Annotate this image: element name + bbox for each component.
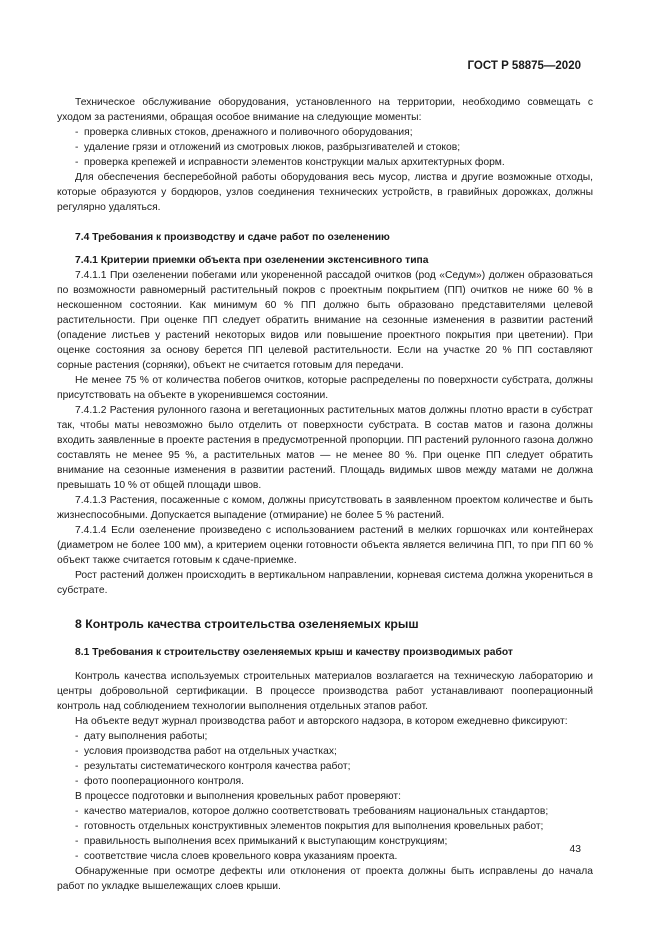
list-marker: - <box>75 851 79 862</box>
paragraph: Техническое обслуживание оборудования, установленного на территории, необходимо совмещать с уходом за растениями, обращая особое внимание на следующие моменты: <box>57 97 593 123</box>
list-item-text: проверка сливных стоков, дренажного и поливочного оборудования; <box>84 127 413 138</box>
list-item <box>57 155 593 170</box>
list-item <box>57 125 593 140</box>
section-7-4-heading: 7.4 Требования к производству и сдаче работ по озеленению <box>75 232 390 243</box>
paragraph: На объекте ведут журнал производства работ и авторского надзора, в котором ежедневно фиксируют: <box>75 716 568 727</box>
list-marker: - <box>75 806 79 817</box>
paragraph: 7.4.1.1 При озеленении побегами или укорененной рассадой очитков (род «Седум») должен образоваться по возможности равномерный растительный покров с проектным покрытием (ПП) очитков не ниже 60 % в нескошенном состоянии. Как минимум 60 % ПП должно быть образовано представителями целевой растительности. При оценке ПП следует обратить внимание на сезонные изменения в развитии растений (опадение листьев у растений некоторых видов или повышение проектного покрытия при цветении). При оценке состояния за основу берется ПП целевой растительности. Если на участке 20 % ПП составляют сорные растения (сорняки), объект не считается готовым для передачи. <box>57 270 593 371</box>
paragraph: 7.4.1.2 Растения рулонного газона и вегетационных растительных матов должны плотно врасти в субстрат так, чтобы маты невозможно было отделить от поверхности субстрата. В состав матов и газона должны входить заявленные в проекте растения в предусмотренной пропорции. ПП растений рулонного газона должно составлять не менее 95 %, а растительных матов — не менее 80 %. При оценке ПП следует обратить внимание на сезонные изменения в развитии растений. Площадь видимых швов между матами не должна превышать 10 % от общей площади швов. <box>57 405 593 491</box>
list-marker: - <box>75 127 79 138</box>
paragraph: Для обеспечения бесперебойной работы оборудования весь мусор, листва и другие возможные отходы, которые образуются у бордюров, узлов соединения технических устройств, в гравийных дорожках, должны регулярно удаляться. <box>57 172 593 213</box>
paragraph: Не менее 75 % от количества побегов очитков, которые распределены по поверхности субстрата, должны присутствовать на объекте в укоренившемся состоянии. <box>57 375 593 401</box>
list-item <box>57 849 593 864</box>
list-item <box>57 729 593 744</box>
list-item-text: условия производства работ на отдельных участках; <box>84 746 337 757</box>
list-item <box>57 774 593 789</box>
list-item-text: соответствие числа слоев кровельного ковра указаниям проекта. <box>84 851 398 862</box>
page-content <box>57 95 593 894</box>
section-8-heading: 8 Контроль качества строительства озеленяемых крыш <box>75 617 419 631</box>
paragraph: 7.4.1.3 Растения, посаженные с комом, должны присутствовать в заявленном проектом количестве и быть жизнеспособными. Допускается выпадение (отмирание) не более 5 % растений. <box>57 495 593 521</box>
paragraph: Обнаруженные при осмотре дефекты или отклонения от проекта должны быть исправлены до начала работ по укладке вышележащих слоев крыши. <box>57 866 593 892</box>
list-marker: - <box>75 836 79 847</box>
subsection-8-1-heading: 8.1 Требования к строительству озеленяемых крыш и качеству производимых работ <box>75 647 513 658</box>
list-item-text: правильность выполнения всех примыканий к выступающим конструкциям; <box>84 836 448 847</box>
list-marker: - <box>75 746 79 757</box>
standard-header: ГОСТ Р 58875—2020 <box>467 60 581 72</box>
paragraph: В процессе подготовки и выполнения кровельных работ проверяют: <box>75 791 402 802</box>
list-item <box>57 744 593 759</box>
list-item <box>57 759 593 774</box>
list-item-text: результаты систематического контроля качества работ; <box>84 761 351 772</box>
list-marker: - <box>75 142 79 153</box>
paragraph: Контроль качества используемых строительных материалов возлагается на техническую лабораторию и центры добровольной сертификации. В процессе производства работ устанавливают пооперационный контроль над соблюдением технологии выполнения отдельных этапов работ. <box>57 671 593 712</box>
list-item-text: готовность отдельных конструктивных элементов покрытия для выполнения кровельных работ; <box>84 821 544 832</box>
list-item-text: проверка крепежей и исправности элементов конструкции малых архитектурных форм. <box>84 157 505 168</box>
list-marker: - <box>75 776 79 787</box>
list-item-text: фото пооперационного контроля. <box>84 776 244 787</box>
paragraph: 7.4.1.4 Если озеленение произведено с использованием растений в мелких горшочках или контейнерах (диаметром не более 100 мм), а критерием оценки готовности объекта является величина ПП, то при ПП 60 % объект также считается готовым к сдаче-приемке. <box>57 525 593 566</box>
paragraph: Рост растений должен происходить в вертикальном направлении, корневая система должна укорениться в субстрате. <box>57 570 593 596</box>
list-item <box>57 819 593 834</box>
list-marker: - <box>75 821 79 832</box>
subsection-7-4-1-heading: 7.4.1 Критерии приемки объекта при озеленении экстенсивного типа <box>75 255 429 266</box>
list-item-text: удаление грязи и отложений из смотровых люков, разбрызгивателей и стоков; <box>84 142 461 153</box>
list-marker: - <box>75 157 79 168</box>
list-item <box>57 804 593 819</box>
list-marker: - <box>75 761 79 772</box>
list-item <box>57 140 593 155</box>
page-number: 43 <box>569 844 581 855</box>
list-item-text: качество материалов, которое должно соответствовать требованиям национальных стандартов; <box>84 806 549 817</box>
list-item <box>57 834 593 849</box>
list-item-text: дату выполнения работы; <box>84 731 208 742</box>
list-marker: - <box>75 731 79 742</box>
